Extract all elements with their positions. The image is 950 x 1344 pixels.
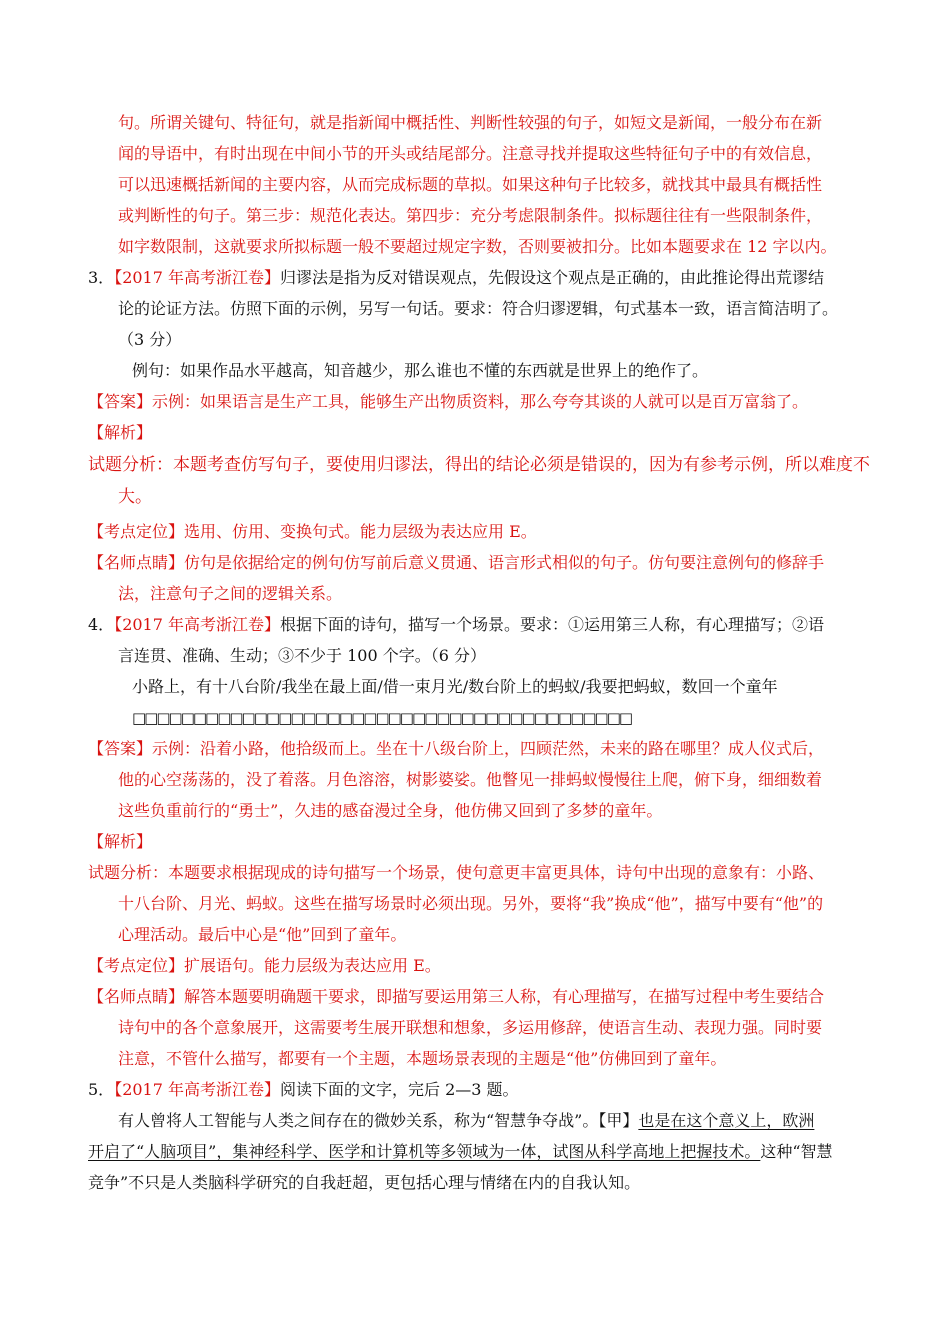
- passage-line: [88, 1141, 833, 1163]
- answer: 他的心空荡荡的，没了着落。月色溶溶，树影婆娑。他瞥见一排蚂蚁慢慢往上爬，俯下身，细细数着: [118, 770, 823, 789]
- analysis-heading: 【解析】: [88, 423, 153, 442]
- teacher-tip: 【名师点睛】解答本题要明确题干要求，即描写要运用第三人称，有心理描写，在描写过程中考生要结合: [88, 987, 825, 1006]
- analysis-text: 试题分析：本题考查仿写句子，要使用归谬法，得出的结论必须是错误的，因为有参考示例，所以难度不: [88, 455, 870, 475]
- source-tag: 【2017 年高考浙江卷】: [114, 268, 280, 287]
- underlined-sentence: 开启了“人脑项目”，集神经科学、医学和计算机等多领域为一体，试图从科学高地上把握技术。: [88, 1142, 761, 1161]
- paragraph-line: 闻的导语中，有时出现在中间小节的开头或结尾部分。注意寻找并提取这些特征句子中的有效信息，: [118, 144, 823, 163]
- question-4-line: [88, 614, 824, 636]
- teacher-tip: 法，注意句子之间的逻辑关系。: [118, 584, 343, 603]
- paragraph-line: 或判断性的句子。第三步：规范化表达。第四步：充分考虑限制条件。拟标题往往有一些限制条件，: [118, 206, 823, 225]
- question-number: 4．: [88, 615, 115, 634]
- paragraph-line: 如字数限制，这就要求所拟标题一般不要超过规定字数，否则要被扣分。比如本题要求在 12 字以内。: [118, 237, 837, 256]
- passage-line: 竞争”不只是人类脑科学研究的自我赶超，更包括心理与情绪在内的自我认知。: [88, 1173, 641, 1192]
- question-3-line: [88, 267, 824, 289]
- poem-lines: 小路上，有十八台阶/我坐在最上面/借一束月光/数台阶上的蚂蚁/我要把蚂蚁，数回一个童年: [132, 677, 778, 696]
- source-tag: 【2017 年高考浙江卷】: [114, 1080, 280, 1099]
- question-text: 根据下面的诗句，描写一个场景。要求：①运用第三人称，有心理描写；②语: [280, 615, 825, 634]
- paragraph-line: 可以迅速概括新闻的主要内容，从而完成标题的草拟。如果这种句子比较多，就找其中最具有概括性: [118, 175, 823, 194]
- paragraph-line: 句。所谓关键句、特征句，就是指新闻中概括性、判断性较强的句子，如短文是新闻，一般分布在新: [118, 113, 823, 132]
- analysis-text: 大。: [118, 487, 152, 507]
- source-tag: 【2017 年高考浙江卷】: [114, 615, 280, 634]
- underlined-sentence: 也是在这个意义上，欧洲: [638, 1111, 815, 1130]
- analysis-text: 试题分析：本题要求根据现成的诗句描写一个场景，使句意更丰富更具体，诗句中出现的意象有：小路、: [88, 863, 825, 882]
- question-number: 5．: [88, 1080, 115, 1099]
- analysis-text: 十八台阶、月光、蚂蚁。这些在描写场景时必须出现。另外，要将“我”换成“他”，描写中要有“他”的: [118, 894, 824, 913]
- teacher-tip: 诗句中的各个意象展开，这需要考生展开联想和想象，多运用修辞，使语言生动、表现力强。同时要: [118, 1018, 823, 1037]
- answer: 这些负重前行的“勇士”，久违的感奋漫过全身，他仿佛又回到了多梦的童年。: [118, 801, 663, 820]
- teacher-tip: 注意，不管什么描写，都要有一个主题，本题场景表现的主题是“他”仿佛回到了童年。: [118, 1049, 727, 1068]
- example-sentence: 例句：如果作品水平越高，知音越少，那么谁也不懂的东西就是世界上的绝作了。: [132, 361, 709, 380]
- passage-text: 这种“智慧: [760, 1142, 833, 1161]
- answer: 【答案】示例：沿着小路，他拾级而上。坐在十八级台阶上，四顾茫然，未来的路在哪里？成人仪式后，: [88, 739, 825, 758]
- teacher-tip: 【名师点睛】仿句是依据给定的例句仿写前后意义贯通、语言形式相似的句子。仿句要注意例句的修辞手: [88, 553, 825, 572]
- score-label: （3 分）: [118, 330, 182, 349]
- question-text: 归谬法是指为反对错误观点，先假设这个观点是正确的，由此推论得出荒谬结: [280, 268, 825, 287]
- passage-line: [118, 1110, 814, 1132]
- key-point: 【考点定位】扩展语句。能力层级为表达应用 E。: [88, 956, 441, 975]
- question-text: 论的论证方法。仿照下面的示例，另写一句话。要求：符合归谬逻辑，句式基本一致，语言简洁明了。: [118, 299, 839, 318]
- question-text: 阅读下面的文字，完后 2—3 题。: [280, 1080, 519, 1099]
- analysis-heading: 【解析】: [88, 832, 153, 851]
- answer: 【答案】示例：如果语言是生产工具，能够生产出物质资料，那么夸夸其谈的人就可以是百万富翁了。: [88, 392, 809, 411]
- question-5-line: [88, 1079, 519, 1101]
- passage-text: 有人曾将人工智能与人类之间存在的微妙关系，称为“智慧争夺战”。【甲】: [118, 1111, 639, 1130]
- placeholder-boxes: □□□□□□□□□□□□□□□□□□□□□□□□□□□□□□□□□□□□□□□□□: [132, 709, 632, 727]
- key-point: 【考点定位】选用、仿用、变换句式。能力层级为表达应用 E。: [88, 522, 537, 541]
- question-number: 3．: [88, 268, 115, 287]
- analysis-text: 心理活动。最后中心是“他”回到了童年。: [118, 925, 407, 944]
- question-text: 言连贯、准确、生动；③不少于 100 个字。（6 分）: [118, 646, 486, 665]
